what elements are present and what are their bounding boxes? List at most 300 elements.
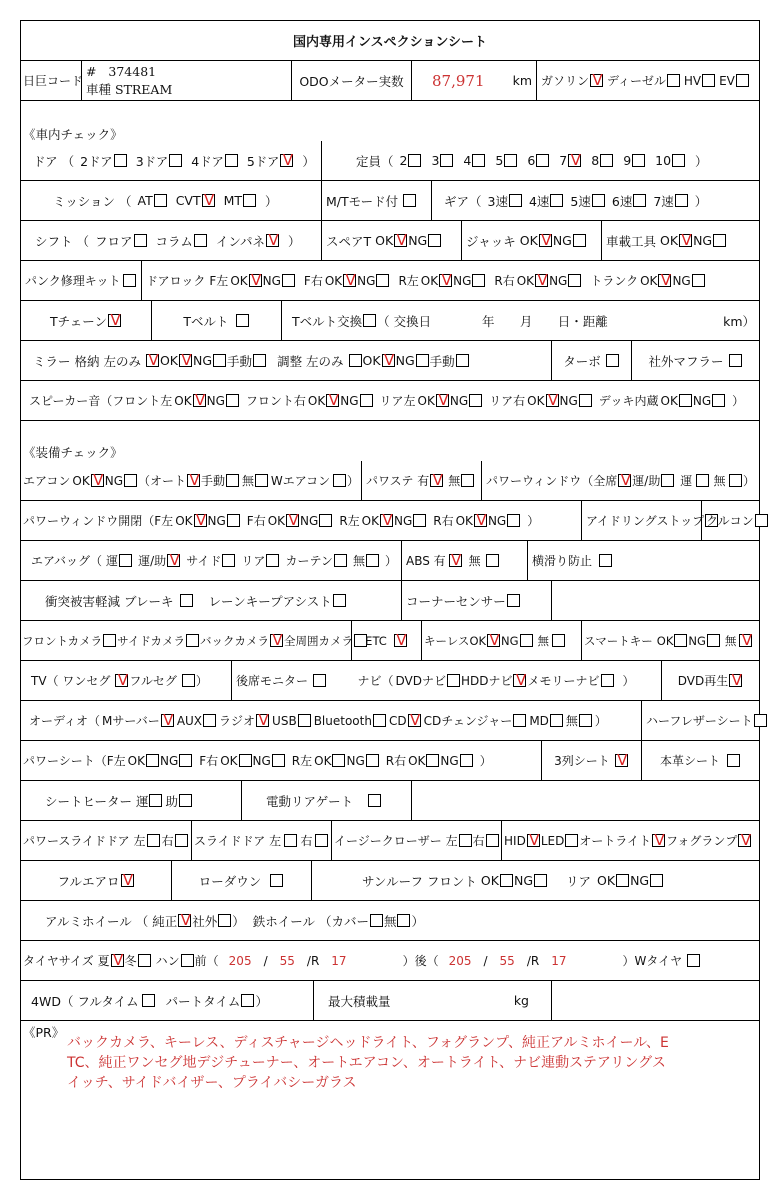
odo-cell: [411, 61, 536, 100]
ok-label: OK: [516, 273, 535, 288]
pwwindow-none[interactable]: [729, 474, 742, 487]
ng-label: NG: [206, 393, 225, 408]
turbo-checkbox[interactable]: [606, 354, 619, 367]
mirror-manual[interactable]: [253, 354, 266, 367]
cruise-group: [701, 501, 759, 540]
tchain-group: [21, 301, 151, 340]
thirdrow-checkbox[interactable]: [615, 754, 628, 767]
doors-group: [29, 141, 339, 180]
ng-label: NG: [453, 273, 472, 288]
abs-label: ABS 有: [406, 554, 446, 568]
aircon-none[interactable]: [255, 474, 268, 487]
none-label: 無: [713, 474, 726, 488]
rear-ratio: 55: [499, 953, 515, 968]
speaker-ok[interactable]: [546, 394, 559, 407]
tchain-checkbox[interactable]: [108, 314, 121, 327]
navi-checkbox[interactable]: [447, 674, 460, 687]
leather-group: [641, 741, 759, 780]
heater-label: シートヒーター 運: [45, 793, 149, 809]
fourwd-full[interactable]: [142, 994, 155, 1007]
ok-label: OK: [361, 513, 379, 528]
mission-row: [21, 181, 759, 221]
airbag-checkbox[interactable]: [119, 554, 132, 567]
navi-option: DVDナビ: [395, 674, 446, 688]
ng-label: NG: [207, 513, 226, 528]
pwopen-ok[interactable]: [286, 514, 299, 527]
maxload-group: [313, 981, 551, 1020]
airbag-checkbox[interactable]: [366, 554, 379, 567]
gear-checkbox[interactable]: [633, 194, 646, 207]
ok-label: OK: [324, 273, 343, 288]
fuel-checkbox[interactable]: [702, 74, 715, 87]
aircon-auto[interactable]: [187, 474, 200, 487]
airbag-checkbox[interactable]: [167, 554, 180, 567]
tire-wtire[interactable]: [687, 954, 700, 967]
ng-label: NG: [395, 353, 415, 368]
speaker-ng[interactable]: [226, 394, 239, 407]
pr-line: イッチ、サイドバイザー、プライバシーガラス: [67, 1075, 357, 1091]
audio-checkbox[interactable]: [373, 714, 386, 727]
camera-option: サイドカメラ: [117, 633, 186, 648]
audio-option: MD: [529, 713, 549, 728]
wheels-none[interactable]: [397, 914, 410, 927]
ok-label: OK: [527, 393, 545, 408]
led-checkbox[interactable]: [565, 834, 578, 847]
audio-checkbox[interactable]: [513, 714, 526, 727]
maxload-unit: kg: [513, 993, 529, 1008]
ok-label: OK: [314, 753, 332, 768]
ng-label: NG: [552, 233, 572, 248]
pwseat-ok[interactable]: [146, 754, 159, 767]
camera-checkbox[interactable]: [103, 634, 116, 647]
airbag-option: カーテン: [285, 554, 333, 568]
audio-checkbox[interactable]: [161, 714, 174, 727]
hid-label: HID: [504, 833, 526, 848]
fuel-checkbox[interactable]: [667, 74, 680, 87]
heater-group: [41, 781, 241, 820]
corner-label: コーナーセンサー: [406, 593, 506, 609]
aircon-label: エアコン: [23, 474, 71, 488]
speaker-close: ）: [732, 394, 745, 408]
ng-label: NG: [693, 233, 713, 248]
aircon-manual[interactable]: [226, 474, 239, 487]
ok-label: OK: [127, 753, 145, 768]
leather-checkbox[interactable]: [727, 754, 740, 767]
audio-checkbox[interactable]: [408, 714, 421, 727]
door-checkbox[interactable]: [169, 154, 182, 167]
ok-label: OK: [175, 513, 193, 528]
camera-option: フロントカメラ: [22, 633, 103, 648]
pwseat-ok[interactable]: [426, 754, 439, 767]
pwopen-ng[interactable]: [413, 514, 426, 527]
fuel-label: EV: [719, 73, 735, 88]
brake-checkbox[interactable]: [180, 594, 193, 607]
tv-full[interactable]: [182, 674, 195, 687]
dvd-group: [661, 661, 759, 700]
doorlock-ok[interactable]: [249, 274, 262, 287]
muffler-checkbox[interactable]: [729, 354, 742, 367]
fourwd-label: 4WD（ フルタイム: [31, 993, 139, 1009]
shift-row: [21, 221, 759, 261]
navi-checkbox[interactable]: [601, 674, 614, 687]
fuel-checkbox[interactable]: [590, 74, 603, 87]
gear-checkbox[interactable]: [550, 194, 563, 207]
puncture-checkbox[interactable]: [123, 274, 136, 287]
rear-rim: 17: [551, 953, 567, 968]
pwopen-group: [21, 501, 581, 540]
wheels-aftermarket[interactable]: [218, 914, 231, 927]
door-checkbox[interactable]: [114, 154, 127, 167]
gear-checkbox[interactable]: [509, 194, 522, 207]
slide-group: [191, 821, 331, 860]
wheels-row: [21, 901, 759, 941]
turbo-label: ターボ: [563, 353, 601, 369]
rear-width: 205: [448, 953, 472, 968]
pwwindow-close: ）: [743, 474, 756, 488]
door-option: 2ドア: [80, 153, 113, 169]
doorlock-ok[interactable]: [658, 274, 671, 287]
adjust-ok[interactable]: [382, 354, 395, 367]
pwopen-ok[interactable]: [474, 514, 487, 527]
pwseat-ng[interactable]: [460, 754, 473, 767]
tools-ng[interactable]: [713, 234, 726, 247]
airbag-checkbox[interactable]: [222, 554, 235, 567]
skid-label: 横滑り防止: [532, 554, 593, 568]
pwwindow-all[interactable]: [618, 474, 631, 487]
cruise-checkbox[interactable]: [755, 514, 768, 527]
jack-ok[interactable]: [539, 234, 552, 247]
capacity-option: 2: [399, 153, 408, 168]
audio-option: AUX: [176, 713, 203, 728]
speaker-ng[interactable]: [579, 394, 592, 407]
easycloser-right[interactable]: [486, 834, 499, 847]
fullseg-label: フルセグ: [129, 674, 177, 688]
pwseat-position: F左: [106, 754, 126, 768]
airbag-label: エアバッグ（: [31, 554, 103, 568]
pwopen-ng[interactable]: [227, 514, 240, 527]
shift-checkbox[interactable]: [134, 234, 147, 247]
number-label: #: [86, 63, 97, 79]
capacity-checkbox[interactable]: [632, 154, 645, 167]
fourwd-part[interactable]: [241, 994, 254, 1007]
aircon-w[interactable]: [333, 474, 346, 487]
capacity-checkbox[interactable]: [440, 154, 453, 167]
mirror-ok[interactable]: [179, 354, 192, 367]
pwseat-ok[interactable]: [332, 754, 345, 767]
halfleather-checkbox[interactable]: [754, 714, 767, 727]
speaker-ok[interactable]: [193, 394, 206, 407]
pr-text: [67, 1033, 707, 1093]
front-ratio: 55: [279, 953, 295, 968]
spare-ng[interactable]: [428, 234, 441, 247]
interior-section-label: 《車内チェック》: [23, 127, 123, 142]
capacity-checkbox[interactable]: [600, 154, 613, 167]
fullaero-checkbox[interactable]: [121, 874, 134, 887]
sunroof-front-ok[interactable]: [500, 874, 513, 887]
keyless-ok[interactable]: [487, 634, 500, 647]
parttime-label: パートタイム: [165, 993, 241, 1009]
speaker-ok[interactable]: [326, 394, 339, 407]
ng-label: NG: [449, 393, 469, 408]
sunroof-label: サンルーフ フロント: [362, 873, 477, 889]
tire-han[interactable]: [181, 954, 194, 967]
audio-checkbox[interactable]: [579, 714, 592, 727]
doorlock-ng[interactable]: [568, 274, 581, 287]
pwslide-right[interactable]: [175, 834, 188, 847]
capacity-checkbox[interactable]: [504, 154, 517, 167]
pwslide-group: [21, 821, 191, 860]
audio-checkbox[interactable]: [203, 714, 216, 727]
wheels-genuine[interactable]: [178, 914, 191, 927]
car-value: STREAM: [115, 81, 173, 97]
rearmonitor-checkbox[interactable]: [313, 674, 326, 687]
ng-label: NG: [104, 473, 124, 488]
swap-date-label: （ 交換日: [377, 313, 432, 329]
tbelt-checkbox[interactable]: [236, 314, 249, 327]
manual-label: 手動: [227, 353, 253, 369]
audio-checkbox[interactable]: [298, 714, 311, 727]
pwseat-ng[interactable]: [179, 754, 192, 767]
wheels-close2: ）: [411, 913, 424, 929]
mt-mode-label: M/Tモード付: [326, 193, 399, 209]
pwsteer-no[interactable]: [461, 474, 474, 487]
ok-label: OK: [660, 233, 679, 248]
slide-right[interactable]: [315, 834, 328, 847]
pwwindow-driver[interactable]: [696, 474, 709, 487]
hid-checkbox[interactable]: [527, 834, 540, 847]
keyless-ng[interactable]: [520, 634, 533, 647]
manual-label: 手動: [201, 474, 226, 488]
audio-option: Bluetooth: [313, 713, 372, 728]
dvd-checkbox[interactable]: [729, 674, 742, 687]
sunroof-rear-ok[interactable]: [616, 874, 629, 887]
doorlock-ok[interactable]: [343, 274, 356, 287]
heater-row: [21, 781, 759, 821]
jack-ng[interactable]: [573, 234, 586, 247]
etc-checkbox[interactable]: [394, 634, 407, 647]
camera-checkbox[interactable]: [186, 634, 199, 647]
pwopen-position: F右: [246, 514, 266, 528]
ng-label: NG: [262, 273, 281, 288]
fuel-checkbox[interactable]: [736, 74, 749, 87]
pwseat-ok[interactable]: [239, 754, 252, 767]
aero-row: [21, 861, 759, 901]
fourwd-group: [27, 981, 313, 1020]
fourwd-row: [21, 981, 759, 1021]
smartkey-ok[interactable]: [674, 634, 687, 647]
tire-summer[interactable]: [111, 954, 124, 967]
doorlock-ng[interactable]: [472, 274, 485, 287]
abs-yes[interactable]: [449, 554, 462, 567]
speaker-group: [25, 381, 759, 420]
autolight-checkbox[interactable]: [652, 834, 665, 847]
slide-left[interactable]: [284, 834, 297, 847]
pwopen-row: [21, 501, 759, 541]
pwopen-ng[interactable]: [319, 514, 332, 527]
mirror-blank[interactable]: [146, 354, 159, 367]
door-checkbox[interactable]: [280, 154, 293, 167]
tbelt-swap-checkbox[interactable]: [363, 314, 376, 327]
spare-ok[interactable]: [394, 234, 407, 247]
audio-option: USB: [272, 713, 297, 728]
speaker-ng[interactable]: [712, 394, 725, 407]
front-width: 205: [228, 953, 252, 968]
passenger-label: 助: [165, 793, 178, 809]
brake-row-empty: [551, 581, 759, 620]
capacity-option: 6: [527, 153, 536, 168]
tv-close: ）: [195, 674, 208, 688]
speaker-ok[interactable]: [679, 394, 692, 407]
aircon-ok[interactable]: [91, 474, 104, 487]
adjust-manual[interactable]: [456, 354, 469, 367]
reargate-checkbox[interactable]: [368, 794, 381, 807]
audio-checkbox[interactable]: [256, 714, 269, 727]
capacity-checkbox[interactable]: [536, 154, 549, 167]
heater-driver[interactable]: [149, 794, 162, 807]
abs-no[interactable]: [486, 554, 499, 567]
capacity-checkbox[interactable]: [568, 154, 581, 167]
pwwindow-driver-pass[interactable]: [661, 474, 674, 487]
gear-checkbox[interactable]: [592, 194, 605, 207]
corner-group: [401, 581, 551, 620]
sunroof-rear-ng[interactable]: [650, 874, 663, 887]
fourwd-close: ）: [255, 993, 268, 1009]
mission-checkbox[interactable]: [202, 194, 215, 207]
sunroof-front-ng[interactable]: [534, 874, 547, 887]
fuel-label: HV: [683, 73, 702, 88]
rear-label: リア: [566, 873, 592, 889]
wheels-label: アルミホイール （ 純正: [45, 913, 178, 929]
capacity-checkbox[interactable]: [408, 154, 421, 167]
camera-group: [21, 621, 354, 660]
mission-checkbox[interactable]: [243, 194, 256, 207]
w-aircon-label: Wエアコン: [270, 474, 331, 488]
keyless-label: キーレス: [424, 633, 470, 648]
airbag-option: 運/助: [138, 554, 167, 568]
mt-mode-checkbox[interactable]: [403, 194, 416, 207]
foglamp-checkbox[interactable]: [738, 834, 751, 847]
none-label: 無: [383, 913, 397, 929]
skid-checkbox[interactable]: [599, 554, 612, 567]
tools-ok[interactable]: [679, 234, 692, 247]
lanekeep-checkbox[interactable]: [333, 594, 346, 607]
airbag-checkbox[interactable]: [334, 554, 347, 567]
mission-label: ミッション （: [53, 193, 132, 209]
adjust-ng[interactable]: [416, 354, 429, 367]
corner-checkbox[interactable]: [507, 594, 520, 607]
speaker-label: スピーカー音（: [29, 394, 113, 408]
steel-label: 鉄ホイール （カバー: [252, 913, 369, 929]
tire-winter[interactable]: [138, 954, 151, 967]
airbag-option: リア: [241, 554, 266, 568]
spare-label: スペアT: [326, 233, 372, 249]
pwsteer-yes[interactable]: [430, 474, 443, 487]
ng-label: NG: [393, 513, 413, 528]
capacity-checkbox[interactable]: [672, 154, 685, 167]
gear-label: ギア（: [444, 193, 482, 209]
tv-oneseg[interactable]: [115, 674, 128, 687]
camera-checkbox[interactable]: [270, 634, 283, 647]
navi-close: ）: [622, 674, 635, 688]
airbag-checkbox[interactable]: [266, 554, 279, 567]
separator: /: [483, 953, 488, 968]
ok-label: OK: [455, 513, 473, 528]
shift-checkbox[interactable]: [266, 234, 279, 247]
ng-label: NG: [252, 753, 271, 768]
code-label: 日巨コード: [23, 74, 84, 88]
pr-label: 《PR》: [23, 1025, 65, 1040]
mirror-ng[interactable]: [213, 354, 226, 367]
smartkey-none[interactable]: [739, 634, 752, 647]
audio-option: CD: [388, 713, 407, 728]
mirror-row: [21, 341, 759, 381]
doorlock-ng[interactable]: [692, 274, 705, 287]
doorlock-ng[interactable]: [376, 274, 389, 287]
speaker-position: フロント右: [245, 394, 306, 408]
lowdown-checkbox[interactable]: [270, 874, 283, 887]
shift-checkbox[interactable]: [194, 234, 207, 247]
audio-row: [21, 701, 759, 741]
mirror-group: [29, 341, 551, 380]
idlestop-label: アイドリングストップ: [586, 514, 705, 528]
speaker-row: [21, 381, 759, 421]
mission-checkbox[interactable]: [154, 194, 167, 207]
easycloser-label: イージークローザー 左: [334, 834, 458, 848]
adjust-label: 調整 左のみ: [277, 353, 344, 369]
heater-pass[interactable]: [179, 794, 192, 807]
pwopen-ng[interactable]: [507, 514, 520, 527]
speaker-ng[interactable]: [469, 394, 482, 407]
mission-group: [41, 181, 321, 220]
gear-group: [431, 181, 759, 220]
pwseat-ng[interactable]: [272, 754, 285, 767]
speaker-ok[interactable]: [436, 394, 449, 407]
wheels-cover[interactable]: [370, 914, 383, 927]
pwseat-close: ）: [479, 754, 492, 768]
doorlock-ok[interactable]: [535, 274, 548, 287]
keyless-none[interactable]: [552, 634, 565, 647]
smartkey-ng[interactable]: [707, 634, 720, 647]
doorlock-ok[interactable]: [439, 274, 452, 287]
ok-label: OK: [656, 633, 674, 648]
gear-option: 7速: [653, 193, 674, 209]
pwseat-ng[interactable]: [366, 754, 379, 767]
ng-label: NG: [672, 273, 691, 288]
audio-checkbox[interactable]: [550, 714, 563, 727]
gear-checkbox[interactable]: [675, 194, 688, 207]
ok-label: OK: [72, 473, 90, 488]
mission-option: MT: [223, 193, 243, 208]
pwopen-ok[interactable]: [380, 514, 393, 527]
adjust-blank[interactable]: [349, 354, 362, 367]
capacity-checkbox[interactable]: [472, 154, 485, 167]
navi-checkbox[interactable]: [513, 674, 526, 687]
spare-group: [321, 221, 461, 260]
none-label: 無: [537, 633, 550, 648]
door-checkbox[interactable]: [225, 154, 238, 167]
mission-option: AT: [137, 193, 153, 208]
winter-label: 冬: [124, 954, 137, 968]
pwslide-left[interactable]: [147, 834, 160, 847]
aircon-ng[interactable]: [124, 474, 137, 487]
none-label: 無: [448, 474, 461, 488]
speaker-ng[interactable]: [360, 394, 373, 407]
car-info: [81, 61, 291, 100]
pwopen-ok[interactable]: [194, 514, 207, 527]
doorlock-ng[interactable]: [282, 274, 295, 287]
fullaero-group: [21, 861, 171, 900]
easycloser-left[interactable]: [459, 834, 472, 847]
